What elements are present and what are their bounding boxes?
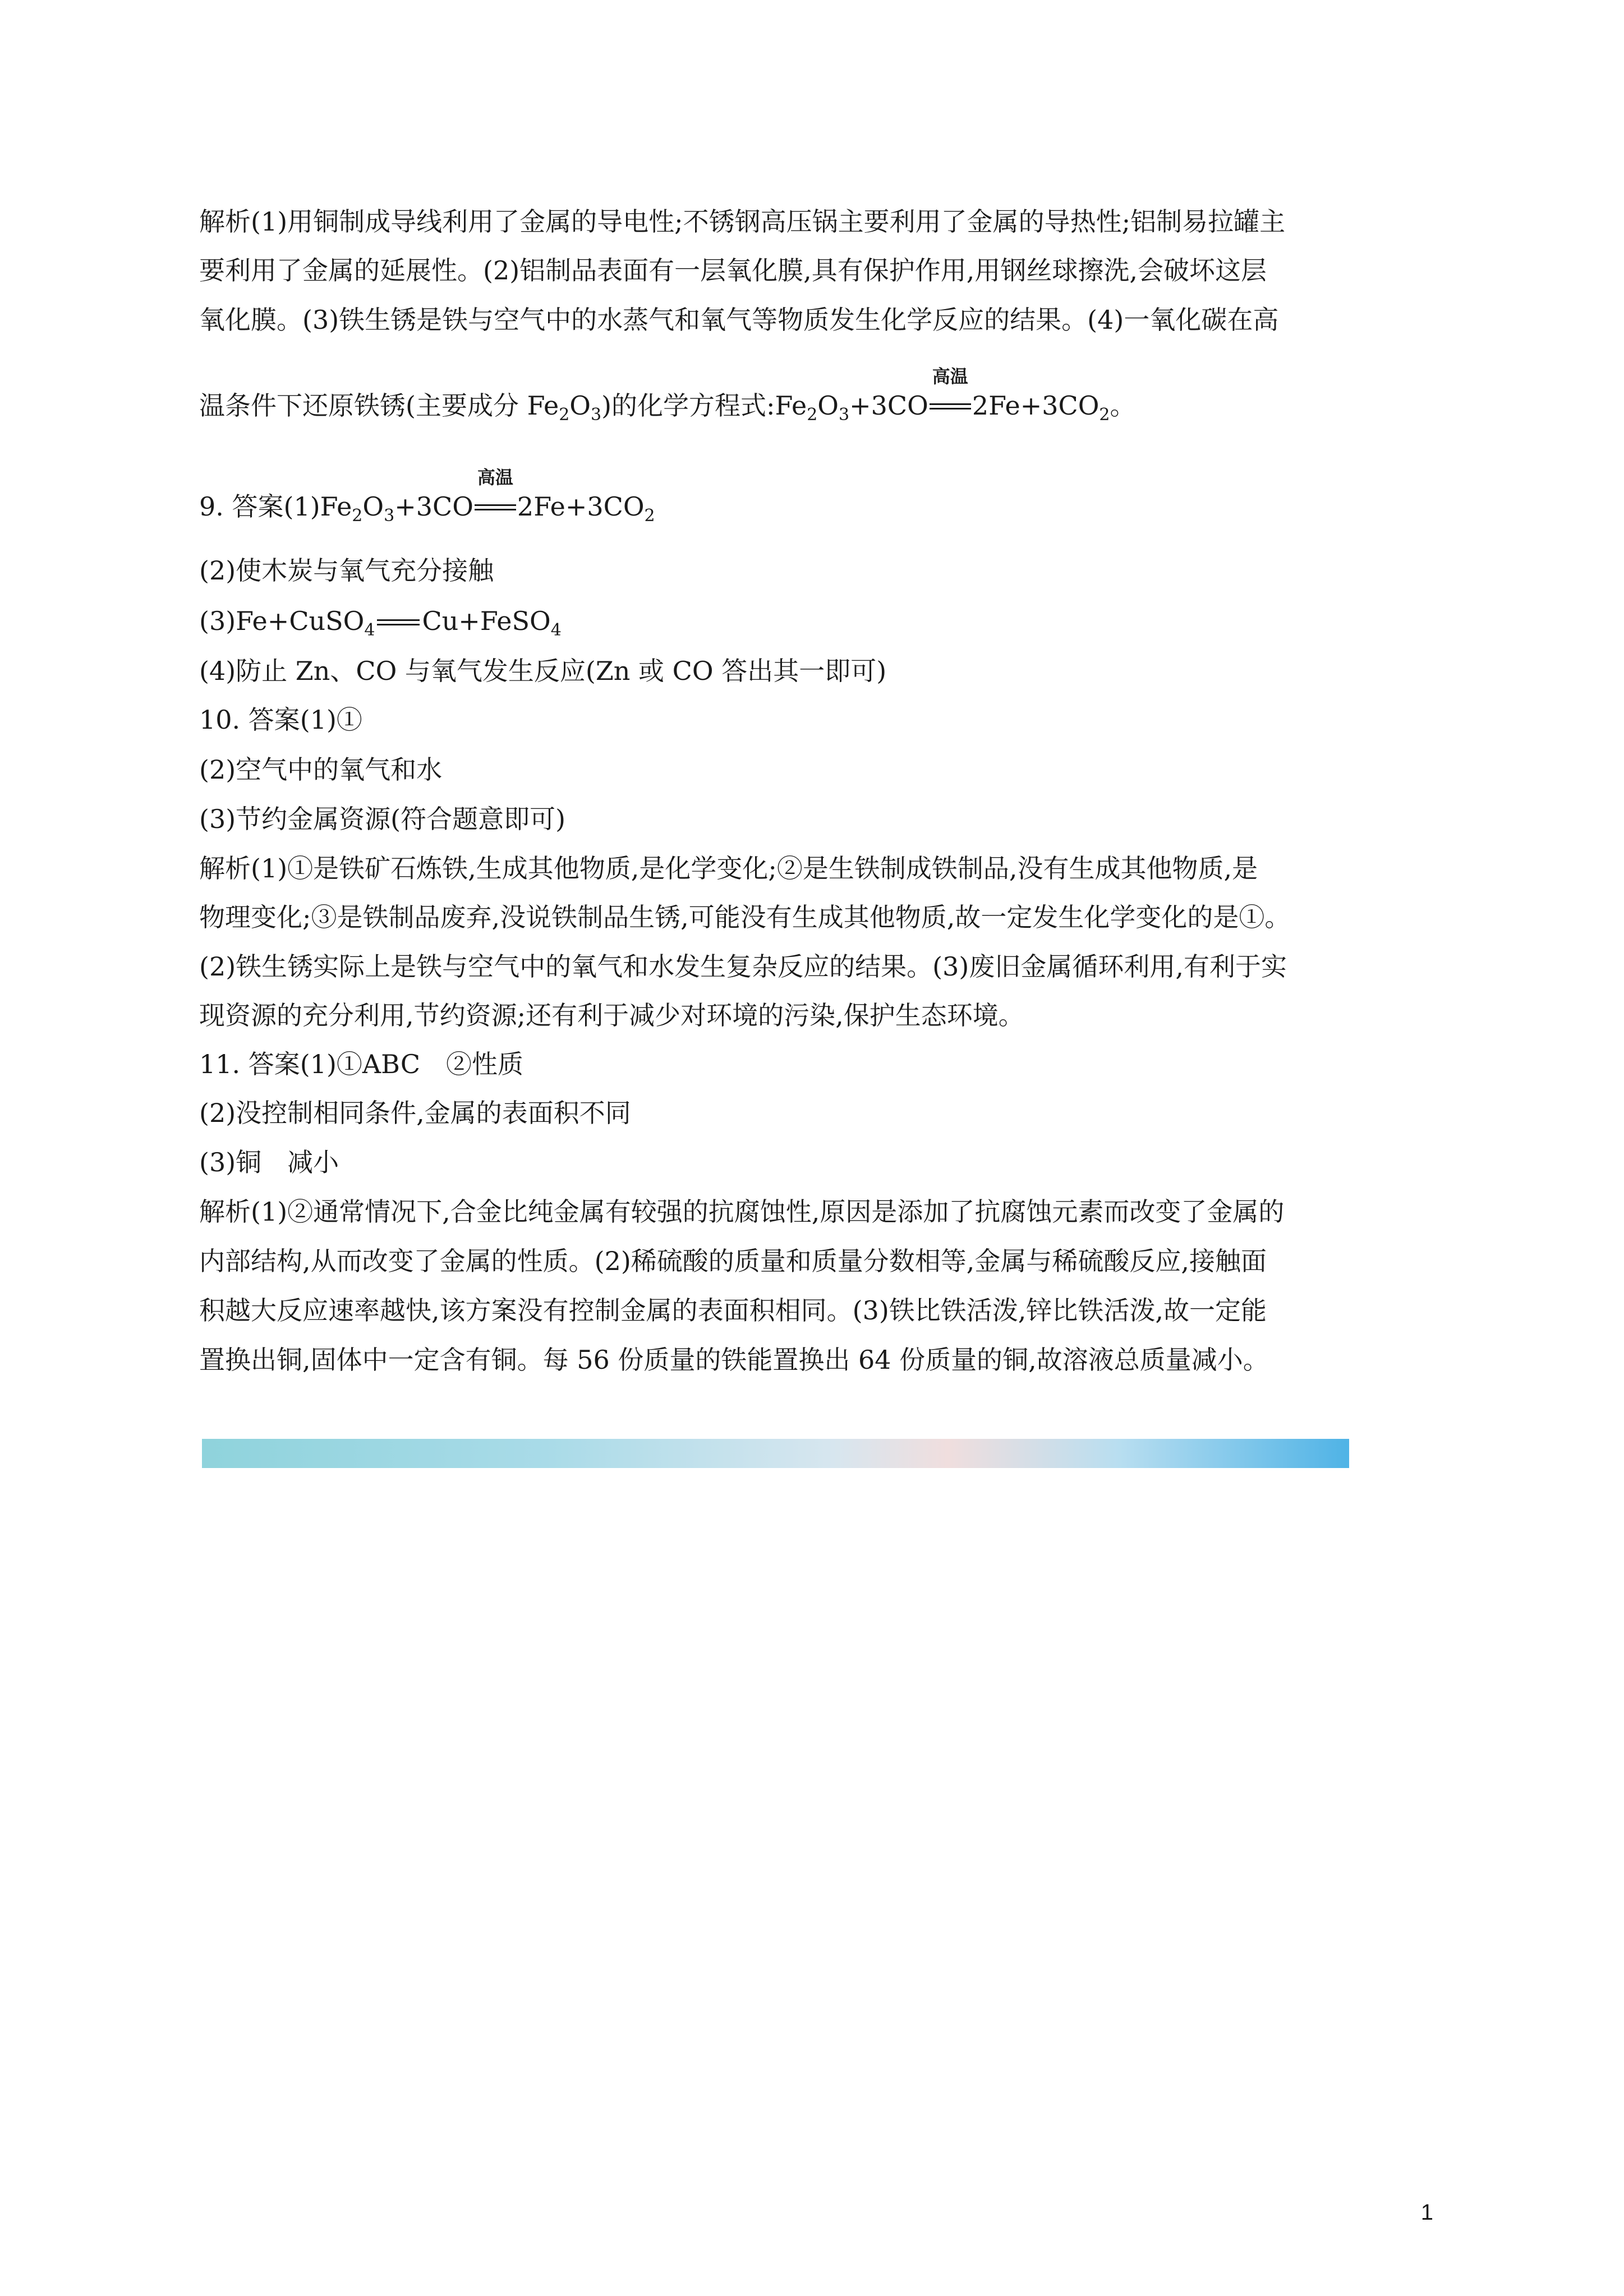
equals-sign bbox=[375, 604, 422, 638]
q10-line-1: 10. 答案(1)① bbox=[199, 705, 362, 735]
q10-line-5: 物理变化;③是铁制品废弃,没说铁制品生锈,可能没有生成其他物质,故一定发生化学变化的是①。 bbox=[199, 902, 1291, 932]
analysis-line-2: 要利用了金属的延展性。(2)铝制品表面有一层氧化膜,具有保护作用,用钢丝球擦洗,会破坏这层 bbox=[199, 255, 1267, 286]
q9-answer-1: 9. 答案$(1)Fe_2O_3+3CO$ 高温 $2Fe+3CO_2$ bbox=[199, 467, 655, 526]
q11-line-5: 内部结构,从而改变了金属的性质。(2)稀硫酸的质量和质量分数相等,金属与稀硫酸反应,接触面 bbox=[199, 1246, 1267, 1276]
q11-line-6: 积越大反应速率越快,该方案没有控制金属的表面积相同。(3)铁比铁活泼,锌比铁活泼,故一定能 bbox=[199, 1295, 1267, 1326]
reaction-condition: 高温 bbox=[473, 490, 517, 523]
q10-line-7: 现资源的充分利用,节约资源;还有利于减少对环境的污染,保护生态环境。 bbox=[199, 1000, 1024, 1030]
chemical-equation-line: 温条件下还原铁锈(主要成分 $Fe_2O_3$)的化学方程式$:Fe_2O_3+3CO$ 高温 $2Fe+3CO_2$。 bbox=[199, 366, 1136, 425]
q9-answer-2: (2)使木炭与氧气充分接触 bbox=[199, 555, 494, 586]
q9-answer-3: (3)Fe+CuSO$_4$ Cu+FeSO$_4$ bbox=[199, 604, 562, 647]
q10-line-2: (2)空气中的氧气和水 bbox=[199, 754, 443, 785]
q10-line-3: (3)节约金属资源(符合题意即可) bbox=[199, 804, 566, 834]
q11-line-7: 置换出铜,固体中一定含有铜。每 56 份质量的铁能置换出 64 份质量的铜,故溶液总质量减小。 bbox=[199, 1345, 1269, 1375]
q11-line-3: (3)铜 减小 bbox=[199, 1147, 339, 1177]
reaction-condition: 高温 bbox=[928, 389, 972, 422]
decorative-gradient-bar bbox=[202, 1439, 1349, 1468]
q11-line-1: 11. 答案(1)①ABC ②性质 bbox=[199, 1049, 524, 1079]
q9-answer-4: (4)防止 Zn、CO 与氧气发生反应(Zn 或 CO 答出其一即可) bbox=[199, 656, 887, 686]
q10-line-6: (2)铁生锈实际上是铁与空气中的氧气和水发生复杂反应的结果。(3)废旧金属循环利用,有利于实 bbox=[199, 951, 1287, 982]
q10-line-4: 解析(1)①是铁矿石炼铁,生成其他物质,是化学变化;②是生铁制成铁制品,没有生成其他物质,是 bbox=[199, 853, 1258, 884]
analysis-line-1: 解析(1)用铜制成导线利用了金属的导电性;不锈钢高压锅主要利用了金属的导热性;铝制易拉罐主 bbox=[199, 206, 1286, 237]
q11-line-2: (2)没控制相同条件,金属的表面积不同 bbox=[199, 1098, 631, 1128]
q11-line-4: 解析(1)②通常情况下,合金比纯金属有较强的抗腐蚀性,原因是添加了抗腐蚀元素而改变了金属的 bbox=[199, 1197, 1285, 1227]
analysis-line-3: 氧化膜。(3)铁生锈是铁与空气中的水蒸气和氧气等物质发生化学反应的结果。(4)一氧化碳在高 bbox=[199, 305, 1279, 335]
page-number: 1 bbox=[1420, 2200, 1433, 2225]
